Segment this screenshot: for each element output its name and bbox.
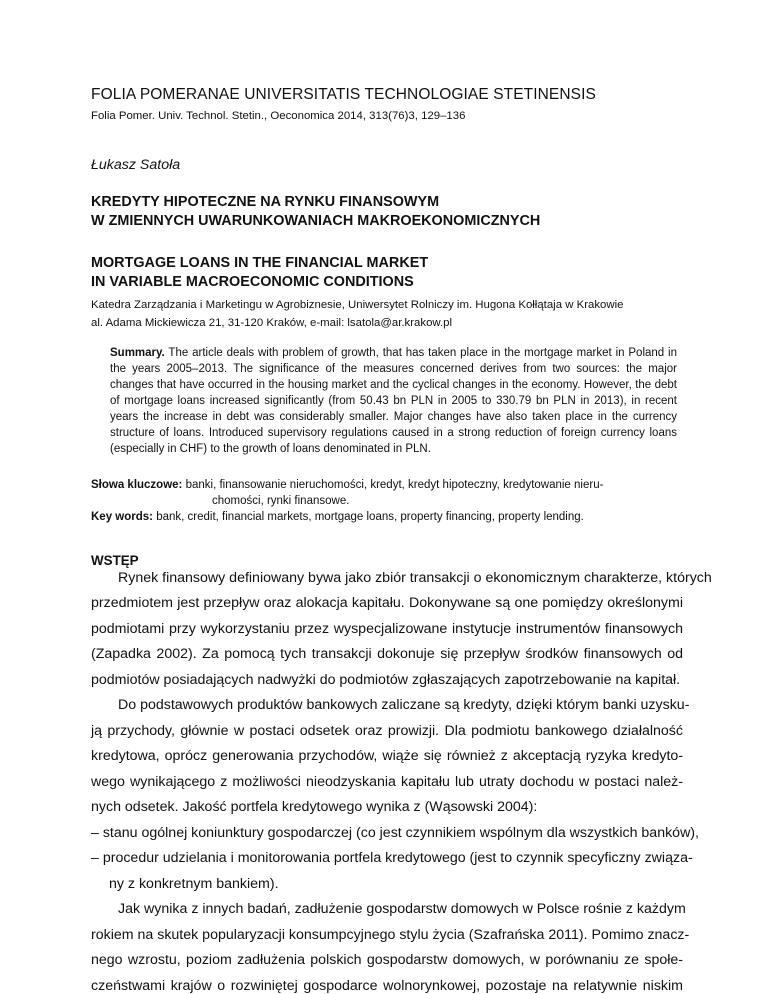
journal-title: FOLIA POMERANAE UNIVERSITATIS TECHNOLOGIAE STETINENSIS: [91, 86, 596, 103]
paragraph-line: podmiotami przy wykorzystaniu przez wyspecjalizowane instytucje instrumentów finansowych: [91, 621, 683, 637]
title-english-line: MORTGAGE LOANS IN THE FINANCIAL MARKET: [91, 255, 429, 271]
list-item: – stanu ogólnej koniunktury gospodarczej (co jest czynnikiem wspólnym dla wszystkich banków),: [91, 825, 699, 841]
paragraph-line: wego wynikającego z możliwości nieodzyskania kapitału lub utraty dochodu w postaci należ-: [91, 774, 683, 790]
paragraph-line: nego wzrostu, poziom zadłużenia polskich gospodarstw domowych, w porównaniu ze społe-: [91, 952, 683, 968]
list-item-continued: ny z konkretnym bankiem).: [109, 876, 279, 892]
keywords-english-text: bank, credit, financial markets, mortgage loans, property financing, property lending.: [156, 511, 584, 523]
affiliation: [91, 297, 623, 332]
paragraph-line: Do podstawowych produktów bankowych zaliczane są kredyty, dzięki którym banki uzysku-: [118, 697, 690, 713]
title-english: [91, 254, 428, 292]
paragraph-line: nych odsetek. Jakość portfela kredytowego wynika z (Wąsowski 2004):: [91, 799, 538, 815]
paragraph-line: (Zapadka 2002). Za pomocą tych transakcji dokonuje się przepływ środków finansowych od: [91, 646, 683, 662]
keywords-polish-continued: chomości, rynki finansowe.: [212, 495, 350, 507]
author-name: Łukasz Satoła: [91, 157, 181, 173]
paragraph-line: ją przychody, głównie w postaci odsetek oraz prowizji. Dla podmiotu bankowego działalność: [91, 723, 683, 739]
keywords-block: [91, 477, 683, 525]
paragraph-line: Jak wynika z innych badań, zadłużenie gospodarstw domowych w Polsce rośnie z każdym: [118, 901, 686, 917]
keywords-polish-label: Słowa kluczowe:: [91, 479, 183, 491]
summary-text: The article deals with problem of growth, that has taken place in the mortgage market in Poland in the years 2005–2013. The significance of the measures concerned derives from two sources: the major changes that have occurred in the housing market and the cyclical changes in the economy. However, the debt of mortgage loans increased significantly (from 50.43 bn PLN in 2005 to 330.79 bn PLN in 2013), in recent years the increase in debt was considerably smaller. Major changes have also taken place in the currency structure of loans. Introduced supervisory regulations caused in a strong reduction of foreign currency loans (especially in CHF) to the growth of loans denominated in PLN.: [110, 347, 677, 455]
section-heading: WSTĘP: [91, 553, 139, 568]
affiliation-line: al. Adama Mickiewicza 21, 31-120 Kraków, e-mail: lsatola@ar.krakow.pl: [91, 316, 453, 329]
journal-citation: Folia Pomer. Univ. Technol. Stetin., Oeconomica 2014, 313(76)3, 129–136: [91, 110, 466, 122]
keywords-polish: [91, 477, 683, 493]
paragraph-line: rokiem na skutek popularyzacji konsumpcyjnego stylu życia (Szafrańska 2011). Pomimo znacz-: [91, 927, 690, 943]
paragraph-line: przedmiotem jest przepływ oraz alokacja kapitału. Dokonywane są one pomiędzy określonymi: [91, 595, 683, 611]
keywords-english-label: Key words:: [91, 511, 153, 523]
summary-label: Summary.: [110, 347, 165, 359]
paragraph-line: kredytowa, oprócz generowania przychodów, wiąże się również z akceptacją ryzyka kredyto-: [91, 748, 683, 764]
paragraph-line: Rynek finansowy definiowany bywa jako zbiór transakcji o ekonomicznym charakterze, których: [118, 570, 712, 586]
list-item: – procedur udzielania i monitorowania portfela kredytowego (jest to czynnik specyficzny związa-: [91, 850, 693, 866]
title-polish: [91, 193, 540, 231]
keywords-english: [91, 509, 683, 525]
title-polish-line: KREDYTY HIPOTECZNE NA RYNKU FINANSOWYM: [91, 194, 440, 210]
title-english-line: IN VARIABLE MACROECONOMIC CONDITIONS: [91, 274, 414, 290]
keywords-polish-text: banki, finansowanie nieruchomości, kredyt, kredyt hipoteczny, kredytowanie nieru-: [185, 479, 604, 491]
affiliation-line: Katedra Zarządzania i Marketingu w Agrobiznesie, Uniwersytet Rolniczy im. Hugona Kołłątaja w Krakowie: [91, 299, 624, 311]
paragraph-line: czeństwami krajów o rozwiniętej gospodarce wolnorynkowej, pozostaje na relatywnie niskim: [91, 978, 683, 994]
title-polish-line: W ZMIENNYCH UWARUNKOWANIACH MAKROEKONOMICZNYCH: [91, 213, 541, 229]
summary-abstract: [110, 345, 677, 457]
paragraph-line: podmiotów posiadających nadwyżki do podmiotów zgłaszających zapotrzebowanie na kapitał.: [91, 672, 681, 688]
